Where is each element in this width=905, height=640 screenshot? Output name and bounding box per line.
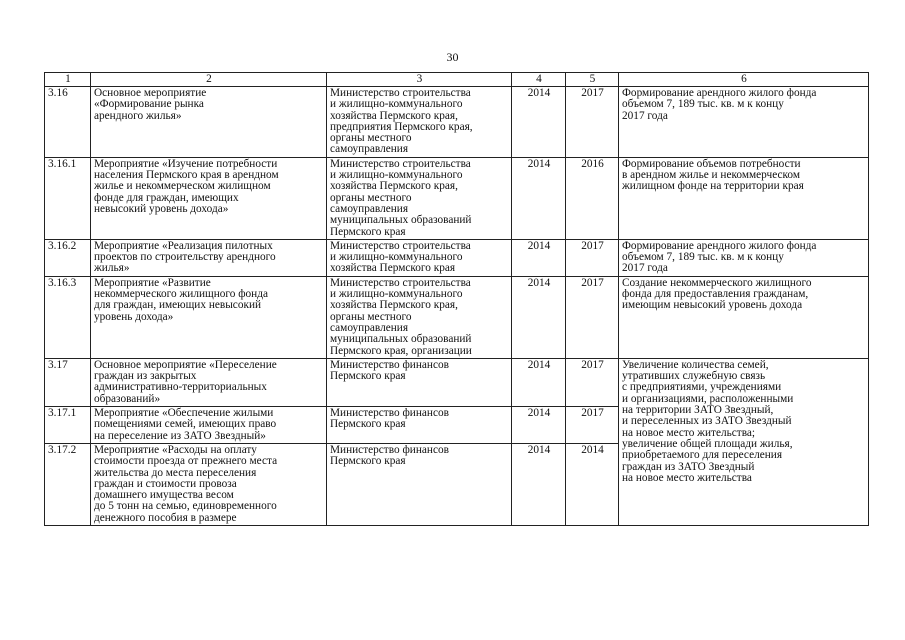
start-year-cell: 2014 — [512, 239, 566, 276]
col-header-4: 4 — [512, 73, 566, 87]
table-row — [45, 239, 869, 276]
col-header-5: 5 — [566, 73, 619, 87]
event-cell: Мероприятие «Развитие некоммерческого жилищного фонда для граждан, имеющих невысокий уровень дохода» — [91, 276, 327, 358]
end-year-cell: 2017 — [566, 407, 619, 444]
merged-result-cell: Увеличение количества семей, утративших служебную связь с предприятиями, учреждениями и организациями, расположенными на территории ЗАТО Звездный, и переселенных из ЗАТО Звездный на новое место жительства; увеличение общей площади жилья, приобретаемого для переселения граждан из ЗАТО Звездный на новое место жительства — [619, 358, 869, 525]
row-number: 3.16.2 — [45, 239, 91, 276]
event-cell: Мероприятие «Обеспечение жилыми помещениями семей, имеющих право на переселение из ЗАТО Звездный» — [91, 407, 327, 444]
row-number: 3.16.1 — [45, 157, 91, 239]
col-header-3: 3 — [327, 73, 512, 87]
table-row — [45, 87, 869, 158]
event-cell: Мероприятие «Расходы на оплату стоимости проезда от прежнего места жительства до места переселения граждан и стоимости провоза домашнего имущества весом до 5 тонн на семью, единовременного денежного пособия в размере — [91, 443, 327, 525]
start-year-cell: 2014 — [512, 443, 566, 525]
executor-cell: Министерство финансов Пермского края — [327, 358, 512, 406]
row-number: 3.17.1 — [45, 407, 91, 444]
end-year-cell: 2017 — [566, 358, 619, 406]
start-year-cell: 2014 — [512, 358, 566, 406]
table-row — [45, 358, 869, 406]
row-number: 3.16 — [45, 87, 91, 158]
executor-cell: Министерство финансов Пермского края — [327, 407, 512, 444]
program-table — [44, 72, 869, 526]
start-year-cell: 2014 — [512, 87, 566, 158]
event-cell: Основное мероприятие «Переселение граждан из закрытых административно-территориальных образований» — [91, 358, 327, 406]
col-header-6: 6 — [619, 73, 869, 87]
end-year-cell: 2016 — [566, 157, 619, 239]
executor-cell: Министерство финансов Пермского края — [327, 443, 512, 525]
executor-cell: Министерство строительства и жилищно-коммунального хозяйства Пермского края, предприятия Пермского края, органы местного самоуправления — [327, 87, 512, 158]
page-number: 30 — [446, 50, 459, 64]
col-header-1: 1 — [45, 73, 91, 87]
end-year-cell: 2014 — [566, 443, 619, 525]
event-cell: Мероприятие «Изучение потребности населения Пермского края в арендном жилье и некоммерческом жилищном фонде для граждан, имеющих невысокий уровень дохода» — [91, 157, 327, 239]
end-year-cell: 2017 — [566, 239, 619, 276]
executor-cell: Министерство строительства и жилищно-коммунального хозяйства Пермского края, органы местного самоуправления муниципальных образований Пермского края — [327, 157, 512, 239]
executor-cell: Министерство строительства и жилищно-коммунального хозяйства Пермского края, органы местного самоуправления муниципальных образований Пермского края, организации — [327, 276, 512, 358]
start-year-cell: 2014 — [512, 157, 566, 239]
end-year-cell: 2017 — [566, 276, 619, 358]
start-year-cell: 2014 — [512, 407, 566, 444]
executor-cell: Министерство строительства и жилищно-коммунального хозяйства Пермского края — [327, 239, 512, 276]
result-cell: Формирование арендного жилого фонда объемом 7, 189 тыс. кв. м к концу 2017 года — [619, 239, 869, 276]
event-cell: Основное мероприятие «Формирование рынка арендного жилья» — [91, 87, 327, 158]
col-header-2: 2 — [91, 73, 327, 87]
table-row — [45, 276, 869, 358]
result-cell: Создание некоммерческого жилищного фонда для предоставления гражданам, имеющим невысокий уровень дохода — [619, 276, 869, 358]
result-cell: Формирование арендного жилого фонда объемом 7, 189 тыс. кв. м к концу 2017 года — [619, 87, 869, 158]
row-number: 3.16.3 — [45, 276, 91, 358]
end-year-cell: 2017 — [566, 87, 619, 158]
table-row — [45, 157, 869, 239]
row-number: 3.17.2 — [45, 443, 91, 525]
result-cell: Формирование объемов потребности в арендном жилье и некоммерческом жилищном фонде на территории края — [619, 157, 869, 239]
row-number: 3.17 — [45, 358, 91, 406]
event-cell: Мероприятие «Реализация пилотных проектов по строительству арендного жилья» — [91, 239, 327, 276]
start-year-cell: 2014 — [512, 276, 566, 358]
header-row — [45, 73, 869, 87]
